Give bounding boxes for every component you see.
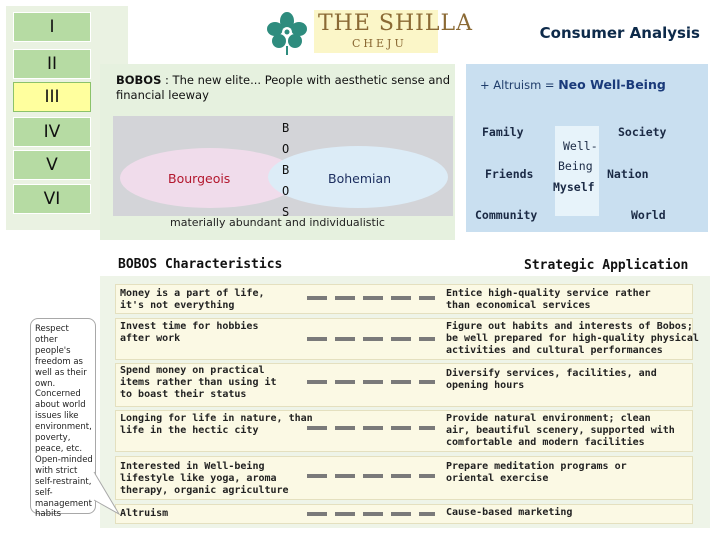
label-world: World [631,208,666,222]
callout-text: Respect other people's freedom as well as their own. Concerned about world issues like environment, poverty, peace, etc. Open-minded with strict self-restraint, self-management habits [35,324,93,520]
row-connector [307,512,435,516]
bobos-definition [116,73,456,103]
row-characteristic: Altruism [120,508,169,519]
nav-item-1[interactable]: I [13,12,91,42]
bobos-caption: materially abundant and individualistic [170,216,385,229]
bobos-term: BOBOS [116,73,162,87]
nav-item-4[interactable]: IV [13,117,91,147]
row-strategy: Cause-based marketing [446,507,573,518]
bobos-letter-o1: O [282,142,290,156]
bobos-definition-text: : The new elite... People with aesthetic sense and financial leeway [116,73,450,102]
label-community: Community [475,208,538,222]
label-well: Well- [563,139,598,153]
label-myself: Myself [553,180,595,194]
altruism-line [480,77,666,92]
nav-item-2[interactable]: II [13,49,91,79]
callout-pointer [93,470,121,516]
bobos-letter-b2: B [282,163,290,177]
bobos-letter-s: S [282,205,290,219]
row-characteristic: Longing for life in nature, than life in the hectic city [120,413,313,436]
nav-item-6[interactable]: VI [13,184,91,214]
label-society: Society [618,125,667,139]
altruism-prefix: + Altruism = [480,78,559,92]
bobos-letter-b1: B [282,121,290,135]
row-connector [307,474,435,478]
row-strategy: Prepare meditation programs or oriental exercise [446,461,627,484]
row-strategy: Diversify services, facilities, and opening hours [446,368,657,391]
neo-wellbeing-title: Neo Well-Being [558,77,666,92]
label-nation: Nation [607,167,649,181]
logo-subtitle: CHEJU [352,37,407,50]
bobos-letter-o2: O [282,184,290,198]
row-characteristic: Interested in Well-being lifestyle like yoga, aroma therapy, organic agriculture [120,461,289,496]
row-strategy: Figure out habits and interests of Bobos; be well prepared for high-quality physical activities and cultural performances [446,321,699,356]
row-connector [307,426,435,430]
page-title: Consumer Analysis [539,24,700,42]
row-characteristic: Spend money on practical items rather than using it to boast their status [120,365,277,400]
row-connector [307,296,435,300]
row-connector [307,337,435,341]
logo-title: THE SHILLA [318,11,473,36]
row-strategy: Provide natural environment; clean air, beautiful scenery, supported with comfortable and modern facilities [446,413,675,448]
characteristics-header: BOBOS Characteristics [118,257,283,272]
label-family: Family [482,125,524,139]
label-being: Being [558,159,593,173]
nav-item-5[interactable]: V [13,150,91,180]
nav-item-3[interactable]: III [13,82,91,112]
flower-logo-icon [262,10,312,56]
label-friends: Friends [485,167,534,181]
strategic-header: Strategic Application [524,258,689,273]
row-connector [307,380,435,384]
row-characteristic: Money is a part of life, it's not everything [120,288,265,311]
row-characteristic: Invest time for hobbies after work [120,321,259,344]
bourgeois-label: Bourgeois [168,171,231,186]
row-strategy: Entice high-quality service rather than economical services [446,288,651,311]
bohemian-label: Bohemian [328,171,392,186]
